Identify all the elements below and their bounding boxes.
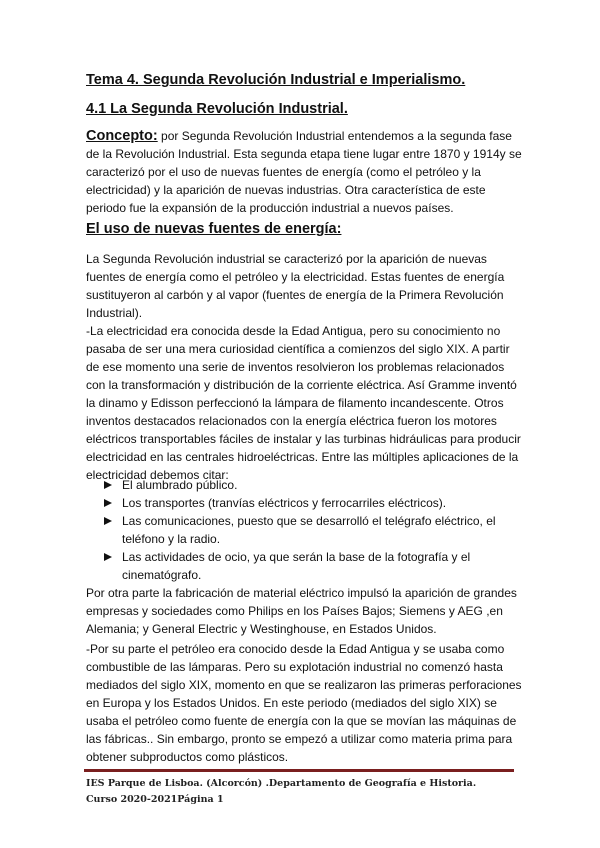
- electricity-paragraph: -La electricidad era conocida desde la Edad Antigua, pero su conocimiento no pasaba de ser una mera curiosidad científica a comienzos del siglo XIX. A partir de ese momento una serie de inventos resolvieron los problemas relacionados con la transformación y distribución de la corriente eléctrica. Así Gramme inventó la dinamo y Edisson perfeccionó la lámpara de filamento incandescente. Otros inventos destacados relacionados con la energía eléctrica fueron los motores eléctricos transportables fáciles de instalar y las turbinas hidráulicas para producir electricidad en las centrales hidroeléctricas. Entre las múltiples aplicaciones de la electricidad debemos citar:: [86, 324, 521, 482]
- list-item: El alumbrado público.: [104, 476, 524, 494]
- document-title: Tema 4. Segunda Revolución Industrial e Imperialismo.: [86, 72, 466, 88]
- list-item: Las comunicaciones, puesto que se desarrolló el telégrafo eléctrico, el teléfono y la radio.: [104, 512, 524, 548]
- concept-text: por Segunda Revolución Industrial entendemos a la segunda fase de la Revolución Industrial. Esta segunda etapa tiene lugar entre 1870 y 1914y se caracterizó por el uso de nuevas fuentes de energía (como el petróleo y la electricidad) y la aparición de nuevas industrias. Otra característica de este periodo fue la expansión de la producción industrial a nuevos países.: [86, 129, 522, 215]
- concept-label: Concepto:: [86, 128, 158, 144]
- arrow-bullet-icon: [104, 517, 112, 525]
- energy-sources-heading: El uso de nuevas fuentes de energía:: [86, 221, 342, 237]
- footer-divider: [84, 769, 514, 772]
- list-item: Las actividades de ocio, ya que serán la base de la fotografía y el cinematógrafo.: [104, 548, 524, 584]
- section-subtitle: 4.1 La Segunda Revolución Industrial.: [86, 101, 348, 117]
- intro-paragraph: La Segunda Revolución industrial se caracterizó por la aparición de nuevas fuentes de energía como el petróleo y la electricidad. Estas fuentes de energía sustituyeron al carbón y al vapor (fuentes de energía de la Primera Revolución Industrial).: [86, 252, 505, 320]
- concept-paragraph: [86, 127, 526, 217]
- arrow-bullet-icon: [104, 481, 112, 489]
- page-footer: IES Parque de Lisboa. (Alcorcón) .Departamento de Geografía e Historia. Curso 2020-2021Página 1: [86, 778, 477, 805]
- manufacturers-paragraph: Por otra parte la fabricación de material eléctrico impulsó la aparición de grandes empresas y sociedades como Philips en los Países Bajos; Siemens y AEG ,en Alemania; y General Electric y Westinghouse, en Estados Unidos.: [86, 586, 517, 636]
- list-item: Los transportes (tranvías eléctricos y ferrocarriles eléctricos).: [104, 494, 524, 512]
- applications-list: [104, 476, 524, 584]
- arrow-bullet-icon: [104, 553, 112, 561]
- arrow-bullet-icon: [104, 499, 112, 507]
- petroleum-paragraph: -Por su parte el petróleo era conocido desde la Edad Antigua y se usaba como combustible de las lámparas. Pero su explotación industrial no comenzó hasta mediados del siglo XIX, momento en que se realizaron las primeras perforaciones en Europa y los Estados Unidos. En este periodo (mediados del siglo XIX) se usaba el petróleo como fuente de energía con la que se movían las máquinas de las fábricas.. Sin embargo, pronto se empezó a utilizar como materia prima para obtener subproductos como plásticos.: [86, 642, 522, 764]
